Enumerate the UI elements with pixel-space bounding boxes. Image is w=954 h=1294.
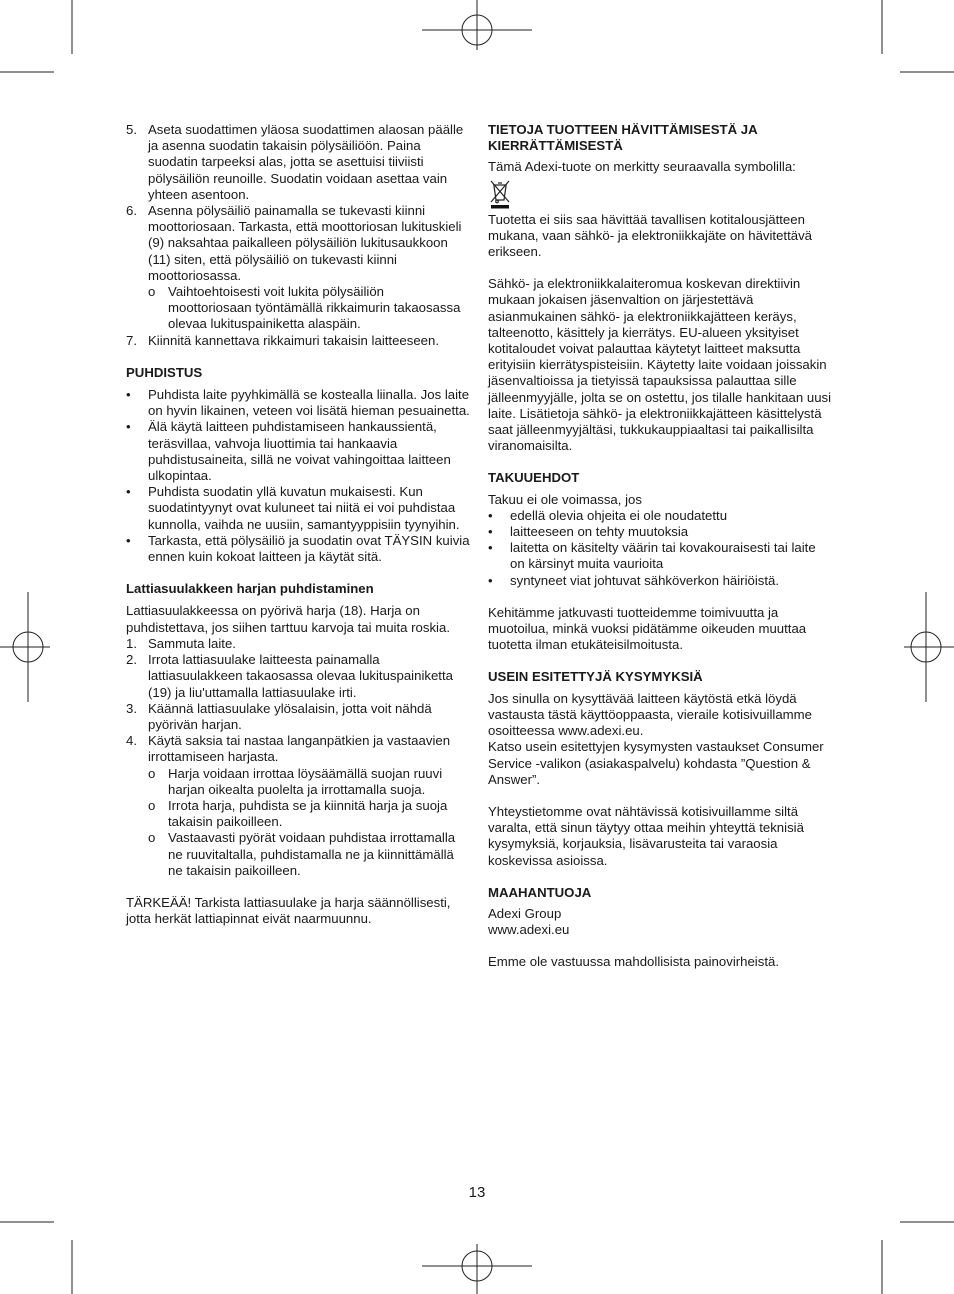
list-subitem: o Vaihtoehtoisesti voit lukita pölysäiliön moottoriosaan työntämällä rikkaimurin takaosassa olevaa lukituspainiketta alaspäin.	[148, 284, 461, 332]
brush-intro: Lattiasuulakkeessa on pyörivä harja (18). Harja on puhdistettava, jos siihen tarttuu karvoja tai muita roskia.	[126, 603, 450, 635]
importer-heading: MAAHANTUOJA	[488, 884, 592, 900]
right-column	[488, 122, 833, 971]
importer-name: Adexi Group	[488, 905, 562, 921]
faq-heading: USEIN ESITETTYJÄ KYSYMYKSIÄ	[488, 669, 703, 685]
list-item: 5. Aseta suodattimen yläosa suodattimen alaosan päälle ja asenna suodatin takaisin pölysäiliöön. Paina suodatin tarpeeksi alas, jotta se asettuisi tiiviisti pölysäiliön reunoille. Suodatin voidaan asettaa vain yhteen asentoon.	[126, 122, 464, 202]
cleaning-heading: PUHDISTUS	[126, 364, 203, 380]
important-note: TÄRKEÄÄ! Tarkista lattiasuulake ja harja säännöllisesti, jotta herkät lattiapinnat eivät naarmuunnu.	[126, 894, 451, 927]
list-item: 7. Kiinnitä kannettava rikkaimuri takaisin laitteeseen.	[126, 332, 440, 348]
disposal-paragraph: Tuotetta ei siis saa hävittää tavallisen kotitalousjätteen mukana, vaan sähkö- ja elektroniikkajäte on hävitettävä erikseen.	[488, 211, 813, 260]
importer-website: www.adexi.eu	[488, 922, 570, 938]
list-item: 3. Käännä lattiasuulake ylösalaisin, jotta voit nähdä pyörivän harjan.	[126, 700, 432, 732]
list-item: 1. Sammuta laite.	[126, 635, 236, 651]
registration-mark-bottom	[422, 1244, 532, 1294]
warranty-note: Kehitämme jatkuvasti tuotteidemme toimivuutta ja muotoilua, minkä vuoksi pidätämme oikeuden muuttaa tuotetta ilman etukäteisilmoitusta.	[488, 604, 807, 653]
disposal-intro: Tämä Adexi-tuote on merkitty seuraavalla symbolilla:	[488, 159, 796, 175]
warranty-heading: TAKUUEHDOT	[488, 470, 580, 486]
list-item: 4. Käytä saksia tai nastaa langanpätkien ja vastaavien irrottamiseen harjasta.	[126, 733, 451, 765]
bullet-item: • syntyneet viat johtuvat sähköverkon häiriöistä.	[488, 572, 780, 588]
warranty-intro: Takuu ei ole voimassa, jos	[488, 491, 642, 507]
left-column	[126, 122, 471, 927]
bullet-item: • Puhdista suodatin yllä kuvatun mukaisesti. Kun suodatintyynyt ovat kuluneet tai niitä ei voi puhdistaa kunnolla, vaihda ne uusiin, samantyyppisiin tyynyihin.	[126, 484, 460, 532]
bullet-item: • laitetta on käsitelty väärin tai kovakouraisesti tai laite on kärsinyt muita vaurioita	[488, 540, 816, 572]
brush-heading: Lattiasuulakkeen harjan puhdistaminen	[126, 581, 374, 597]
list-item: 2. Irrota lattiasuulake laitteesta painamalla lattiasuulakkeen takaosassa olevaa lukituspainiketta (19) ja liu'uttamalla lattiasuulake irti.	[126, 652, 453, 700]
list-subitem: o Irrota harja, puhdista se ja kiinnitä harja ja suoja takaisin paikoilleen.	[148, 797, 448, 830]
registration-mark-top	[422, 0, 532, 50]
list-subitem: o Vastaavasti pyörät voidaan puhdistaa irrottamalla ne ruuvitaltalla, puhdistamalla ne ja kiinnittämällä ne takaisin paikoilleen.	[148, 830, 456, 878]
disposal-paragraph: Sähkö- ja elektroniikkalaiteromua koskevan direktiivin mukaan jokaisen jäsenvaltion on järjestettävä asianmukainen sähkö- ja elektroniikkajätteen keräys, talteenotto, käsittely ja kierrätys. EU-alueen yksityiset kotitaloudet voivat palauttaa käytetyt laitteet maksutta erityisiin kierrätyspisteisiin. Käytetty laite voidaan joissakin jäsenvaltioissa ja tietyissä tapauksissa palauttaa sille jälleenmyyjälle, jolta se on ostettu, jos tilalle hankitaan uusi laite. Lisätietoja sähkö- ja elektroniikkajätteen käsittelystä saat jälleenmyyjältäsi, tukkukauppiaaltasi tai paikallisilta viranomaisilta.	[488, 276, 832, 454]
bullet-item: • Tarkasta, että pölysäiliö ja suodatin ovat TÄYSIN kuivia ennen kuin kokoat laitteen ja käytät sitä.	[126, 532, 470, 565]
bullet-item: • edellä olevia ohjeita ei ole noudatettu	[488, 507, 728, 523]
registration-mark-right	[904, 592, 954, 702]
faq-paragraph: Yhteystietomme ovat nähtävissä kotisivuillamme siltä varalta, että sinun täytyy ottaa meihin yhteyttä teknisiä kysymyksiä, korjauksia, lisävarusteita tai varaosia koskevissa asioissa.	[488, 803, 804, 868]
disclaimer: Emme ole vastuussa mahdollisista painovirheistä.	[488, 954, 779, 970]
page-number: 13	[468, 1184, 486, 1201]
faq-paragraph: Jos sinulla on kysyttävää laitteen käytöstä etkä löydä vastausta tästä käyttöoppaasta, vieraile kotisivuillamme osoitteessa www.adexi.eu.	[488, 690, 812, 739]
bullet-item: • Puhdista laite pyyhkimällä se kostealla liinalla. Jos laite on hyvin likainen, veteen voi lisätä hieman pesuainetta.	[126, 387, 470, 419]
faq-paragraph: Katso usein esitettyjen kysymysten vastaukset Consumer Service -valikon (asiakaspalvelu) kohdasta ”Question & Answer”.	[488, 739, 824, 787]
list-item: 6. Asenna pölysäiliö painamalla se tukevasti kiinni moottoriosaan. Tarkasta, että moottoriosan lukituskieli (9) naksahtaa paikalleen pölysäiliön lukitusaukkoon (11) siten, että pölysäiliö on tukevasti kiinni moottoriosassa.	[126, 203, 462, 283]
bullet-item: • Älä käytä laitteen puhdistamiseen hankaussientä, teräsvillaa, vahvoja liuottimia tai hankaavia puhdistusaineita, sillä ne voivat vahingoittaa laitteen ulkopintaa.	[126, 419, 451, 484]
crossed-out-wheelie-bin-icon	[489, 179, 511, 209]
disposal-heading: TIETOJA TUOTTEEN HÄVITTÄMISESTÄ JA KIERRÄTTÄMISESTÄ	[488, 122, 758, 154]
bullet-item: • laitteeseen on tehty muutoksia	[488, 524, 689, 540]
list-subitem: o Harja voidaan irrottaa löysäämällä suojan ruuvi harjan oikealta puolelta ja irrottamalla suoja.	[148, 765, 443, 797]
registration-mark-left	[0, 592, 50, 702]
